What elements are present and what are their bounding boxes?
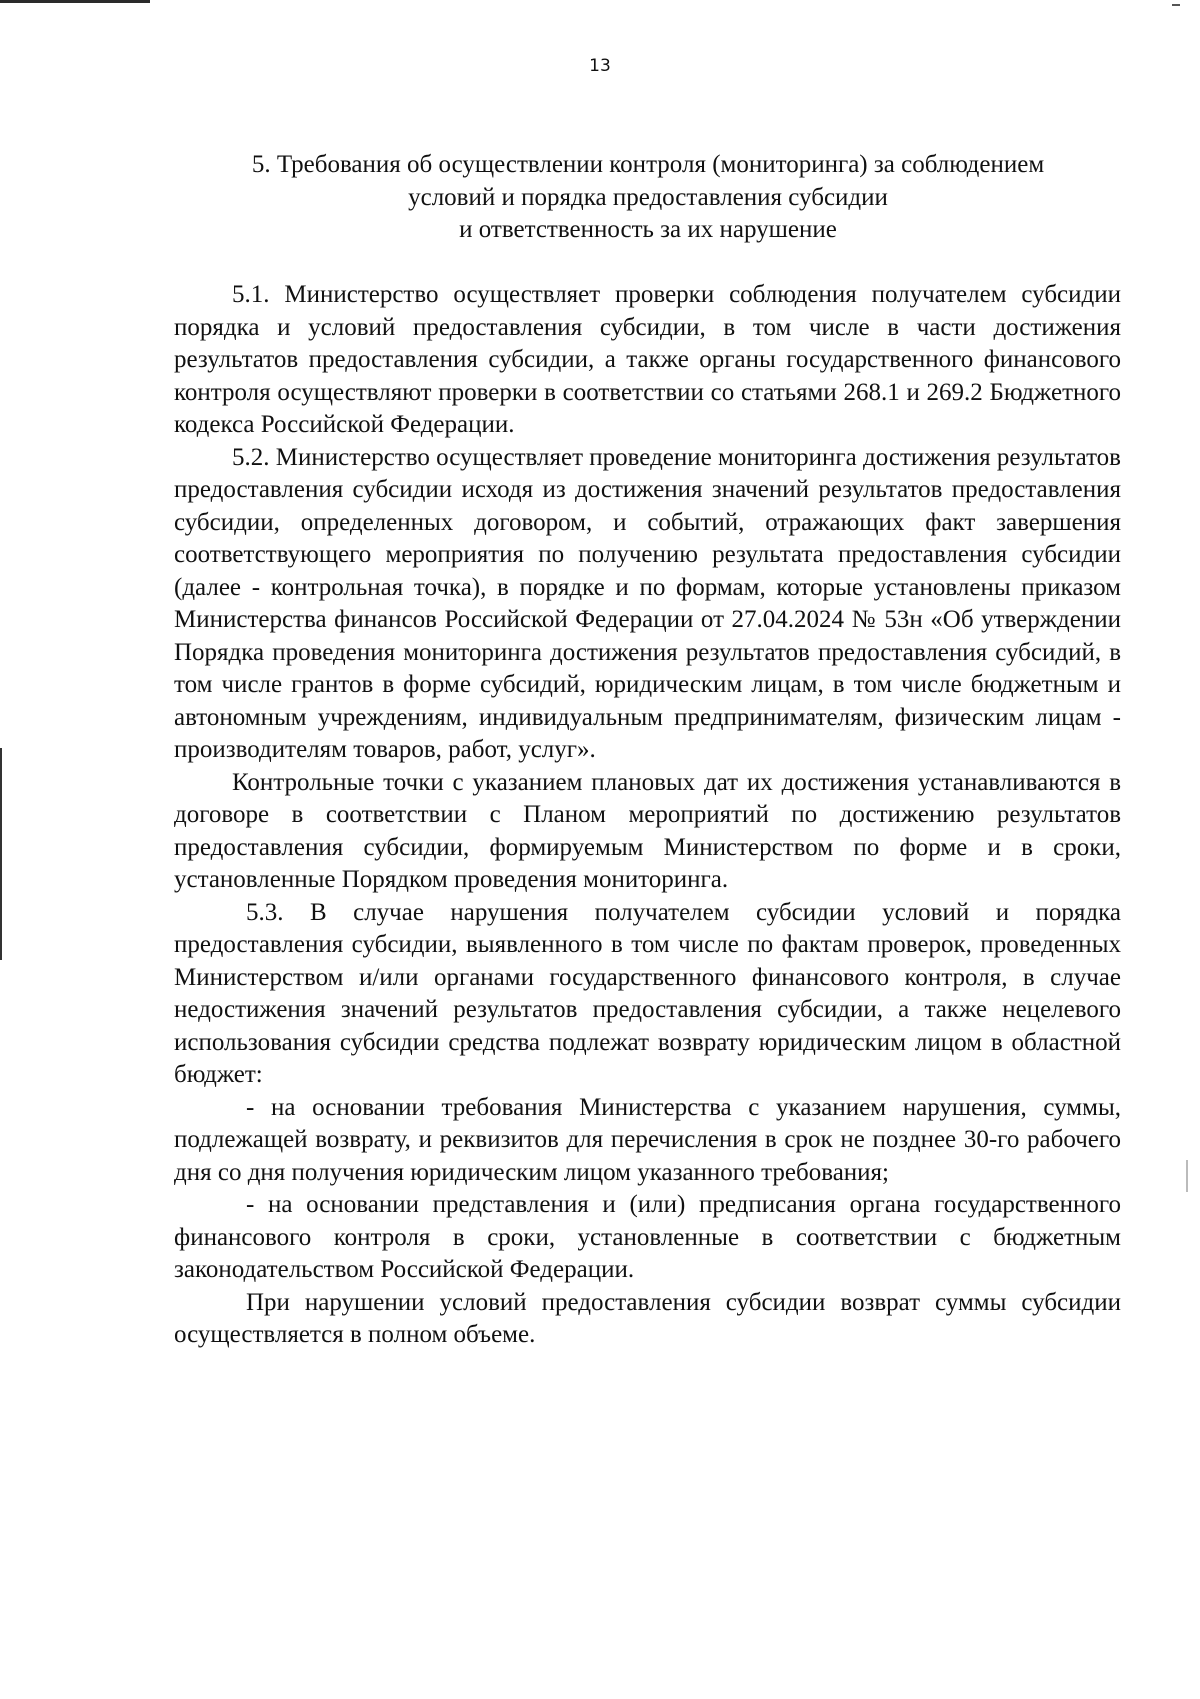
scan-edge-mark <box>0 0 150 3</box>
section-title-line: 5. Требования об осуществлении контроля (мониторинга) за соблюдением <box>251 151 1045 178</box>
scan-edge-mark <box>0 748 2 960</box>
paragraph-5-1: 5.1. Министерство осуществляет проверки соблюдения получателем субсидии порядка и условий предоставления субсидии, в том числе в части достижения результатов предоставления субсидии, а также органы государственного финансового контроля осуществляют проверки в соответствии со статьями 268.1 и 269.2 Бюджетного кодекса Российской Федерации. <box>174 281 1121 438</box>
paragraph-control-points: Контрольные точки с указанием плановых дат их достижения устанавливаются в договоре в соответствии с Планом мероприятий по достижению результатов предоставления субсидии, формируемым Министерством по форме и в сроки, установленные Порядком проведения мониторинга. <box>174 768 1121 893</box>
paragraph-5-2: 5.2. Министерство осуществляет проведение мониторинга достижения результатов предоставления субсидии исходя из достижения значений результатов предоставления субсидии, определенных договором, и событий, отражающих факт завершения соответствующего мероприятия по получению результата предоставления субсидии (далее - контрольная точка), в порядке и по формам, которые установлены приказом Министерства финансов Российской Федерации от 27.04.2024 № 53н «Об утверждении Порядка проведения мониторинга достижения результатов предоставления субсидий, в том числе грантов в форме субсидий, юридическим лицам, в том числе бюджетным и автономным учреждениям, индивидуальным предпринимателям, физическим лицам - производителям товаров, работ, услуг». <box>174 443 1121 763</box>
section-title-line: и ответственность за их нарушение <box>459 216 837 243</box>
section-title-line: условий и порядка предоставления субсидии <box>408 183 888 211</box>
page-number: 13 <box>589 56 611 76</box>
scan-edge-mark <box>1172 4 1180 6</box>
list-item-control-body-order: - на основании представления и (или) предписания органа государственного финансового контроля в сроки, установленные в соответствии с бюджетным законодательством Российской Федерации. <box>174 1191 1121 1283</box>
list-item-ministry-requirement: - на основании требования Министерства с указанием нарушения, суммы, подлежащей возврату, и реквизитов для перечисления в срок не позднее 30-го рабочего дня со дня получения юридическим лицом указанного требования; <box>174 1093 1121 1186</box>
paragraph-5-3: 5.3. В случае нарушения получателем субсидии условий и порядка предоставления субсидии, выявленного в том числе по фактам проверок, проведенных Министерством и/или органами государственного финансового контроля, в случае недостижения значений результатов предоставления субсидии, а также нецелевого использования субсидии средства подлежат возврату юридическим лицом в областной бюджет: <box>174 898 1121 1088</box>
paragraph-full-refund: При нарушении условий предоставления субсидии возврат суммы субсидии осуществляется в полном объеме. <box>174 1288 1121 1348</box>
section-title <box>176 149 1120 247</box>
document-body <box>174 279 1121 1352</box>
scan-edge-mark <box>1186 1160 1188 1192</box>
